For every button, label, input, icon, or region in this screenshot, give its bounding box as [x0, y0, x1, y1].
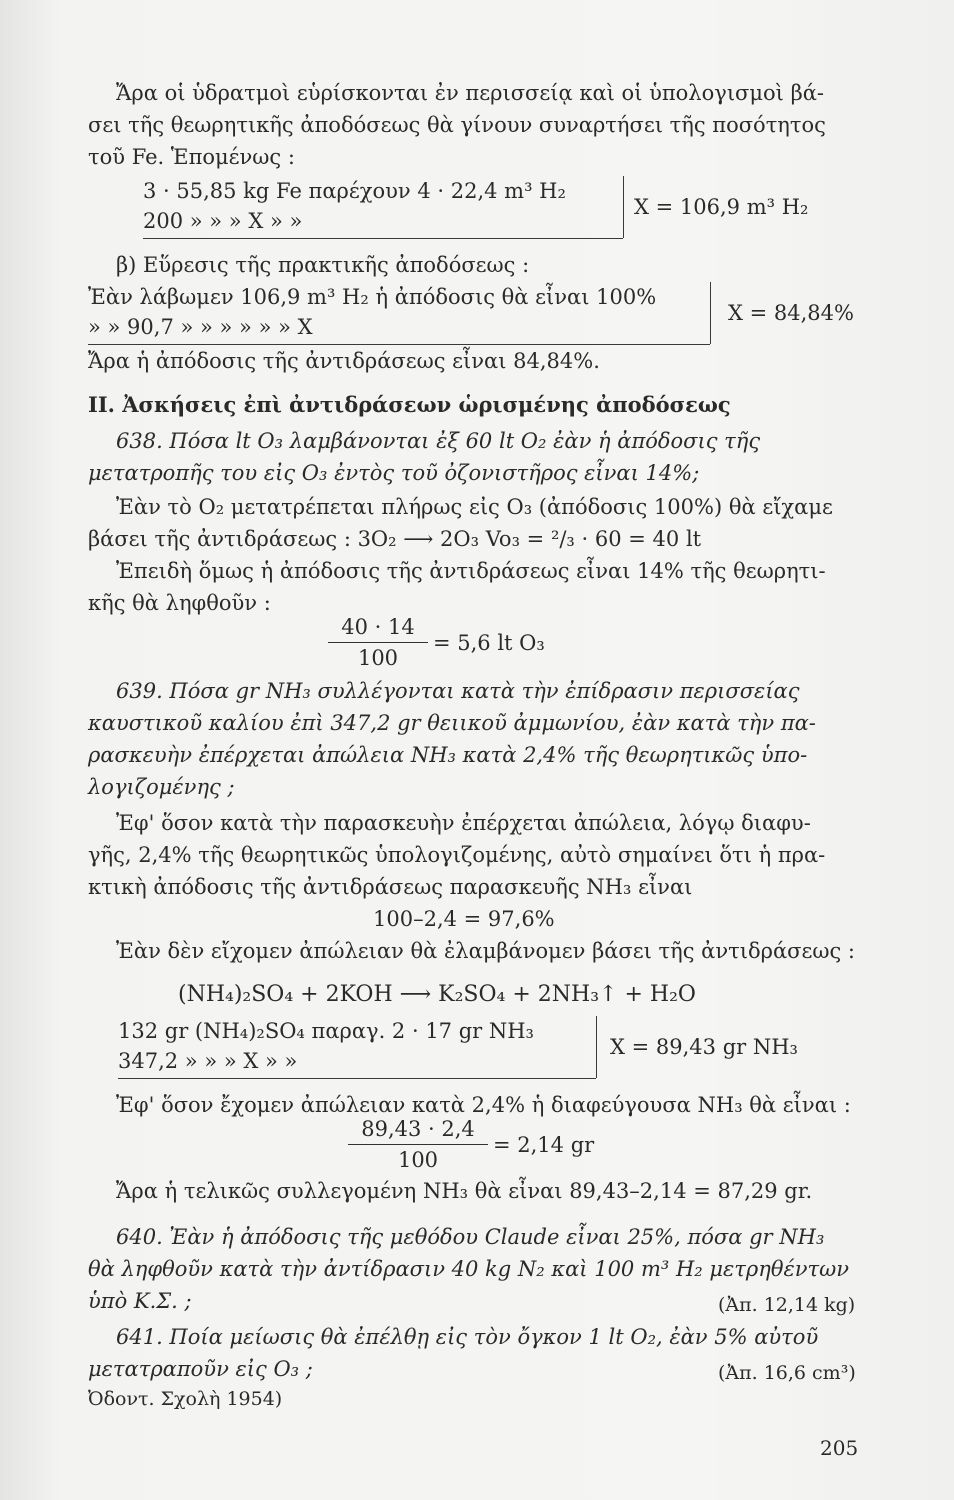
calc-row: 3 · 55,85 kg Fe παρέχουν 4 · 22,4 m³ H₂ [143, 179, 566, 203]
calc-underline [118, 1078, 596, 1079]
calc-divider [596, 1016, 597, 1078]
text-line: Ἐφ' ὅσον ἔχομεν ἀπώλειαν κατὰ 2,4% ἡ διαφεύγουσα NH₃ θὰ εἶναι : [116, 1093, 851, 1117]
text-line: Ἐφ' ὅσον κατὰ τὴν παρασκευὴν ἐπέρχεται ἀπώλεια, λόγῳ διαφυ- [116, 811, 811, 835]
text-line: Ἄρα οἱ ὑδρατμοὶ εὑρίσκονται ἐν περισσείᾳ καὶ οἱ ὑπολογισμοὶ βά- [116, 81, 825, 105]
fraction-numerator: 89,43 · 2,4 [348, 1114, 488, 1145]
problem-640: θὰ ληφθοῦν κατὰ τὴν ἀντίδρασιν 40 kg N₂ καὶ 100 m³ H₂ μετρηθέντων [88, 1257, 850, 1281]
calc-underline [143, 238, 623, 239]
fraction-numerator: 40 · 14 [328, 612, 428, 643]
calc-result: X = 89,43 gr NH₃ [610, 1035, 798, 1059]
calc-row: 347,2 » » » X » » [118, 1049, 298, 1073]
text-line: Ἐπειδὴ ὅμως ἡ ἀπόδοσις τῆς ἀντιδράσεως εἶναι 14% τῆς θεωρητι- [116, 559, 826, 583]
calc-result: X = 106,9 m³ H₂ [634, 195, 809, 219]
problem-639: λογιζομένης ; [88, 775, 235, 799]
answer-note: (Ἀπ. 16,6 cm³) [718, 1362, 856, 1384]
calc-row: 132 gr (NH₄)₂SO₄ παραγ. 2 · 17 gr NH₃ [118, 1019, 534, 1043]
fraction [348, 1114, 488, 1175]
fraction-denominator: 100 [357, 646, 399, 670]
problem-640: ὑπὸ Κ.Σ. ; [88, 1289, 192, 1313]
fraction-result: = 2,14 gr [493, 1133, 595, 1157]
problem-639: ρασκευὴν ἐπέρχεται ἀπώλεια NH₃ κατὰ 2,4% τῆς θεωρητικῶς ὑπο- [88, 743, 808, 767]
calc-divider [623, 176, 624, 238]
fraction-result: = 5,6 lt O₃ [433, 631, 545, 655]
problem-640: 640. Ἐὰν ἡ ἀπόδοσις τῆς μεθόδου Claude εἶναι 25%, πόσα gr NH₃ [116, 1225, 825, 1249]
page-text [88, 0, 868, 1500]
source-note: Ὀδοντ. Σχολὴ 1954) [88, 1388, 283, 1410]
text-line: Ἄρα ἡ ἀπόδοσις τῆς ἀντιδράσεως εἶναι 84,84%. [88, 349, 600, 373]
text-line: κτικὴ ἀπόδοσις τῆς ἀντιδράσεως παρασκευῆς NH₃ εἶναι [88, 875, 693, 899]
calc-row: 200 » » » X » » [143, 209, 303, 233]
page-number: 205 [820, 1436, 859, 1460]
text-line: γῆς, 2,4% τῆς θεωρητικῶς ὑπολογιζομένης, αὐτὸ σημαίνει ὅτι ἡ πρα- [88, 843, 826, 867]
calc-row: Ἐὰν λάβωμεν 106,9 m³ H₂ ἡ ἀπόδοσις θὰ εἶναι 100% [88, 285, 657, 309]
problem-639: 639. Πόσα gr NH₃ συλλέγονται κατὰ τὴν ἐπίδρασιν περισσείας [116, 679, 800, 703]
answer-note: (Ἀπ. 12,14 kg) [718, 1294, 856, 1316]
calc-result: X = 84,84% [728, 301, 854, 325]
text-line: Ἐὰν τὸ O₂ μετατρέπεται πλήρως εἰς O₃ (ἀπόδοσις 100%) θὰ εἴχαμε [116, 495, 833, 519]
calc-underline [88, 344, 710, 345]
calc-divider [710, 282, 711, 344]
problem-641: μετατραποῦν εἰς O₃ ; [88, 1357, 313, 1381]
problem-638: μετατροπῆς του εἰς O₃ ἐντὸς τοῦ ὀζονιστῆρος εἶναι 14%; [88, 461, 700, 485]
problem-638: 638. Πόσα lt O₃ λαμβάνονται ἐξ 60 lt O₂ ἐὰν ἡ ἀπόδοσις τῆς [116, 429, 761, 453]
text-line: βάσει τῆς ἀντιδράσεως : 3O₂ ⟶ 2O₃ Vo₃ = ²/₃ · 60 = 40 lt [88, 527, 702, 551]
reaction-equation: (NH₄)₂SO₄ + 2KOH ⟶ K₂SO₄ + 2NH₃↑ + H₂O [178, 982, 696, 1007]
text-line: κῆς θὰ ληφθοῦν : [88, 591, 271, 615]
problem-639: καυστικοῦ καλίου ἐπὶ 347,2 gr θειικοῦ ἀμμωνίου, ἐὰν κατὰ τὴν πα- [88, 711, 816, 735]
text-line: Ἐὰν δὲν εἴχομεν ἀπώλειαν θὰ ἐλαμβάνομεν βάσει τῆς ἀντιδράσεως : [116, 939, 855, 963]
calc-row: » » 90,7 » » » » » » X [88, 315, 313, 339]
text-line: 100–2,4 = 97,6% [373, 907, 555, 931]
problem-641: 641. Ποία μείωσις θὰ ἐπέλθῃ εἰς τὸν ὄγκον 1 lt O₂, ἐὰν 5% αὐτοῦ [116, 1325, 819, 1349]
section-heading: II. Ἀσκήσεις ἐπὶ ἀντιδράσεων ὡρισμένης ἀποδόσεως [88, 392, 731, 417]
text-line: Ἄρα ἡ τελικῶς συλλεγομένη NH₃ θὰ εἶναι 89,43–2,14 = 87,29 gr. [116, 1179, 813, 1203]
fraction [328, 612, 428, 673]
text-line: σει τῆς θεωρητικῆς ἀποδόσεως θὰ γίνουν συναρτήσει τῆς ποσότητος [88, 113, 826, 137]
text-line: τοῦ Fe. Ἑπομένως : [88, 145, 295, 169]
text-line: β) Εὕρεσις τῆς πρακτικῆς ἀποδόσεως : [116, 253, 530, 277]
fraction-denominator: 100 [397, 1148, 439, 1172]
